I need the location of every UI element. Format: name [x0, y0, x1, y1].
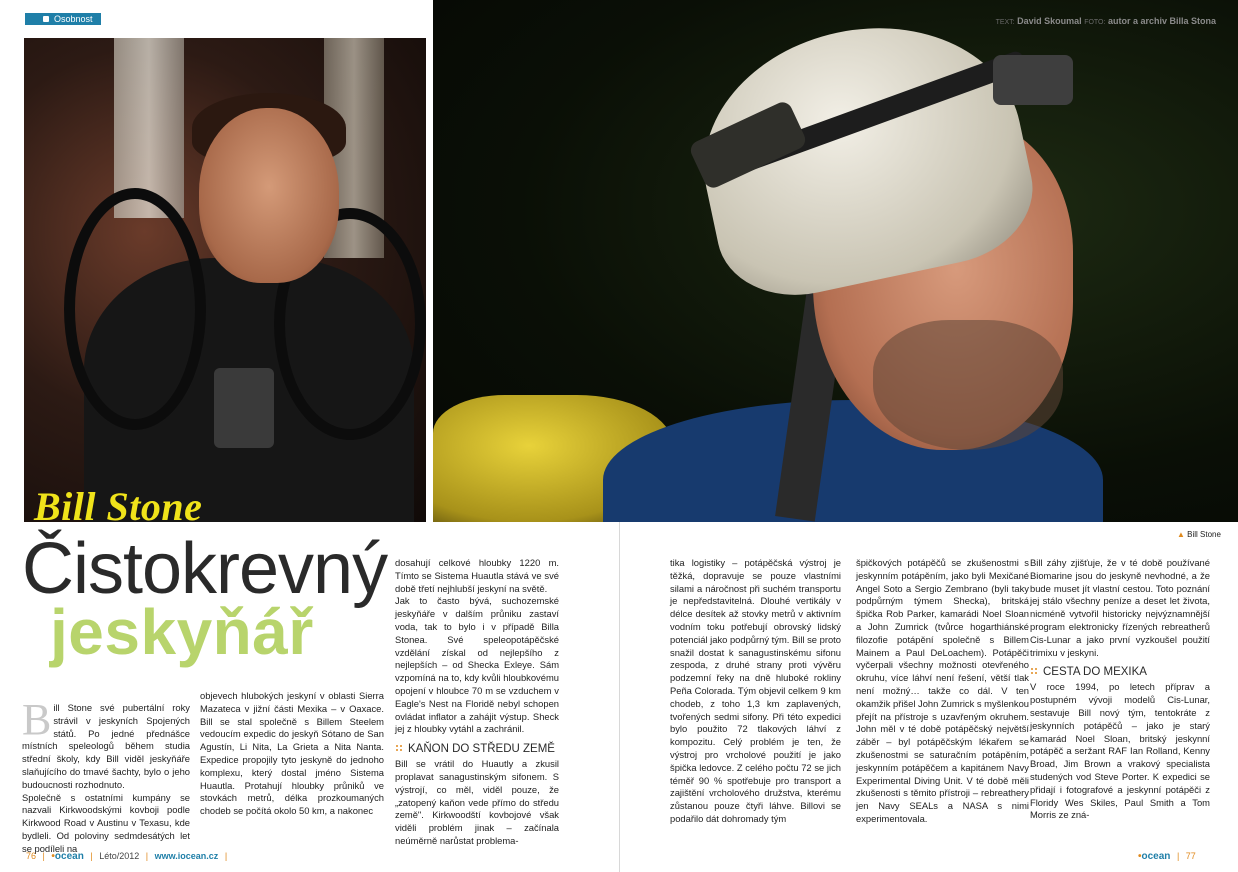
page-number: 77	[1185, 851, 1196, 861]
section-tag	[25, 13, 101, 25]
caption-marker-icon: ▲	[1177, 530, 1185, 539]
page-number: 76	[26, 851, 37, 861]
paragraph: tika logistiky – potápěčská výstroj je těžká, dopravuje se pouze vlastními silami a náročnost při suchém transportu je nepředstavitelná. Dlouhé vertikály v délce desítek až stovky metrů v aktivním vodním toku potřebují obrovský lidský potenciál jako podpůrný tým. Bill se proto snažil dostat k sanagustinskému sifonu zespoda, z druhé strany proti vývěru podzemní řeky na dně hluboké rokliny Peña Colorada. Tým objevil celkem 9 km chodeb, z toho 1,3 km zaplavených, tvořených sedmi sifony. Při této expedici bylo použito 72 tlakových láhví z kompozitu. Celý problém je ten, že výstroj pro vrcholové použití je jako špička ledovce. Z celého počtu 72 se jich téměř 90 % spotřebuje pro transport a zajištění vrcholového družstva, kterému zůstanou pouze čtyři láhve. Billovi se podařilo dát dohromady tým	[670, 557, 841, 824]
section-label: Osobnost	[54, 14, 93, 24]
diver-photo	[24, 38, 426, 522]
ocean-logo: •ocean	[51, 851, 84, 862]
bullet-icon	[395, 744, 403, 752]
paragraph: ill Stone své pubertální roky strávil v jeskyních Spojených států. Po jedné přednášce místních speleologů během studia střední školy, kdy Bill viděl jeskyňáře slaňujícího do tmavé šachty, bylo o jeho budoucnosti rozhodnuto.	[22, 702, 190, 790]
article-column-1	[22, 695, 190, 856]
photo-credit: TEXT: David Skoumal FOTO: autor a archiv Billa Stona	[995, 16, 1216, 26]
article-column-5	[856, 557, 1029, 826]
footer-left: 76 | •ocean | Léto/2012 | www.iocean.cz |	[26, 851, 228, 862]
issue-label: Léto/2012	[99, 851, 140, 861]
paragraph: dosahují celkové hloubky 1220 m. Tímto se Sistema Huautla stává ve své době třetí nejhlubší jeskyní na světě.	[395, 557, 559, 594]
paragraph: V roce 1994, po letech příprav a postupném vývoji modelů Cis-Lunar, sestavuje Bill nový tým, tentokráte z jeskynních potápěčů – jako je starý kamarád Noel Sloan, britský jeskynní potápěč a seržant RAF Ian Rolland, Kenny Broad, Jim Brown a vrakový specialista studených vod Steve Porter. K expedici se přidají i fotografové a jeskynní potápěči z Floridy Wes Skiles, Paul Smith a Tom Morris ze zná-	[1030, 681, 1210, 821]
headline: Čistokrevný	[22, 529, 388, 609]
paragraph: Bill se vrátil do Huautly a zkusil proplavat sanagustinským sifonem. S výstrojí, co měl, viděl pouze, že „zatopený kaňon vede přímo do středu země". Kirkwoodští kovbojové však viděli problém jinak – začínala neúměrně narůstat problema-	[395, 758, 559, 846]
photo-caption: ▲ Bill Stone	[1177, 530, 1221, 539]
paragraph: Společně s ostatními kumpány se nazvali Kirkwoodskými kovboji podle Kirkwood Road v Austinu v Texasu, kde bydleli. Od poloviny sedmdesátých let se podíleli na	[22, 791, 190, 854]
section-heading: CESTA DO MEXIKA	[1030, 665, 1210, 679]
paragraph: Jak to často bývá, suchozemské jeskyňáře v dalším průniku zastaví voda, tak to bylo i v případě Billa Stonea. Své speleopotápěčské vzdělání získal od nejlepšího z nejlepších – od Shecka Exleye. Sám vzpomíná na to, kdy kvůli hloubkovému opojení v hloubce 70 m se vzduchem v Eagle's Nest na Floridě nebyl schopen ovládat inflator a zahájit výstup. Sheck jej z hloubky vytáhl a zachránil.	[395, 595, 559, 735]
bullet-icon	[1030, 667, 1038, 675]
article-column-4	[670, 557, 841, 826]
ocean-logo: •ocean	[1138, 851, 1171, 862]
subheadline: jeskyňář	[50, 596, 314, 668]
article-column-2	[200, 690, 384, 818]
paragraph: špičkových potápěčů se zkušenostmi s jeskynním potápěním, jako byli Mexičané Angel Soto a Sergio Zembrano (byli taky podpůrným týmem Shecka), britská špička Rob Parker, kamarádi Noel Sloan a John Zumrick (tvůrce hogarthiánské filozofie potápění společně s Billem Mainem a Paul DeLoachem). Potápěči vyčerpali všechny možnosti otevřeného okruhu, více láhví není řešení, větší tlak není možný… takže co dál. V ten okamžik přišel John Zumrick s myšlenkou přejít na přístroje s uzavřeným okruhem. John měl v té době potápěčský největší záběr – byl potápěčským lékařem se zkušenostmi se saturačním potápěním, jeskynním potápěčem a kapitánem Navy Experimental Diving Unit. V té době měli zkušenosti s těmito přístroji – rebreathery jen Navy SEALs a NASA s nimi experimentovala.	[856, 557, 1029, 824]
article-column-6	[1030, 557, 1210, 822]
paragraph: objevech hlubokých jeskyní v oblasti Sierra Mazateca v jižní části Mexika – v Oaxace. Bill se stal společně s Billem Steelem vedoucím expedic do jeskyň Sótano de San Agustín, Li Nita, La Grieta a Nita Nanta. Expedice propojily tyto jeskyně do jednoho komplexu, který dostal jméno Sistema Huautla. Protahují hloubky průniků ve stovkách metrů, délka prozkoumaných chodeb se počítá okolo 50 km, a nakonec	[200, 690, 384, 817]
paragraph: Bill záhy zjišťuje, že v té době používané Biomarine jsou do jeskyně nevhodné, a že bude muset jít vlastní cestou. Toto poznání jej stálo všechny peníze a deset let života, nicméně vytvořil historicky nejvýznamnější program elektronicky řízených rebreatherů Cis-Lunar a jako první vyzkoušel použití trimixu v jeskyni.	[1030, 557, 1210, 658]
website-link[interactable]: www.iocean.cz	[154, 851, 219, 861]
photo-name-overlay: Bill Stone	[34, 484, 203, 529]
caver-photo	[433, 0, 1238, 522]
article-column-3	[395, 557, 559, 848]
section-heading: KAŇON DO STŘEDU ZEMĚ	[395, 742, 559, 756]
footer-right: •ocean | 77	[1138, 851, 1196, 862]
section-square-icon	[43, 16, 49, 22]
dropcap: B	[22, 695, 52, 744]
